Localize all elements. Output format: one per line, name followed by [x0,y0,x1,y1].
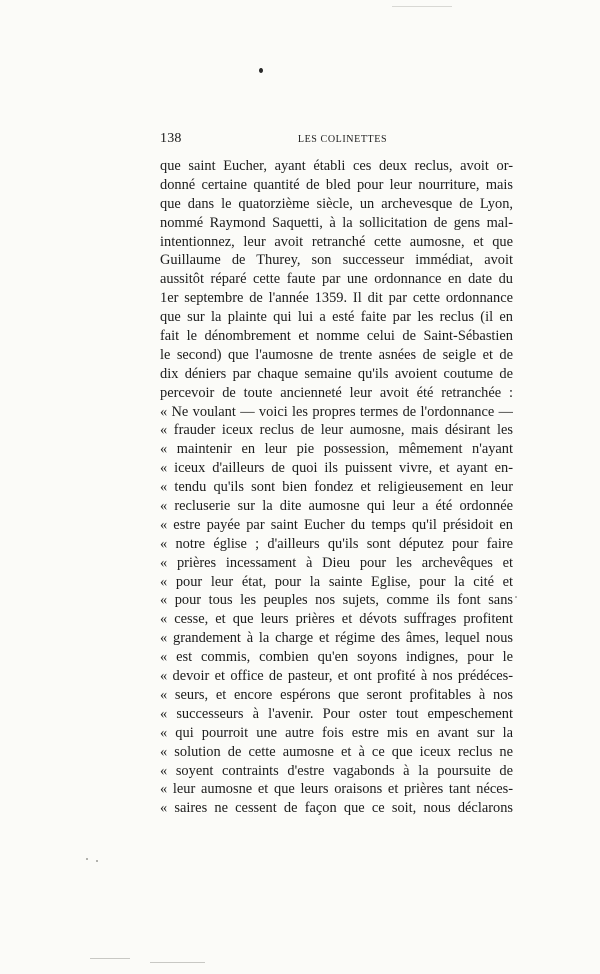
text-line: « leur aumosne et que leurs oraisons et prières tant néces- [160,781,513,798]
running-title: LES COLINETTES [297,134,388,145]
text-line: intentionnez, leur avoit retranché cette aumosne, et que [160,233,513,250]
text-line: dix déniers par chaque semaine qu'ils avoient coutume de [160,365,513,382]
text-line: « maintenir en leur pie possession, mêmement n'ayant [160,441,513,458]
text-line: que dans le quatorzième siècle, un archevesque de Lyon, [160,195,513,212]
text-line: nommé Raymond Saquetti, à la sollicitation de gens mal- [160,214,513,231]
ink-speck [515,596,517,598]
text-line: « prières incessament à Dieu pour les archevêques et [160,554,513,571]
text-line: « estre payée par saint Eucher du temps qu'il présidoit en [160,516,513,533]
scan-artifact [90,958,130,959]
text-line: « saires ne cessent de façon que ce soit, nous déclarons [160,800,513,817]
text-line: « pour tous les peuples nos sujets, comme ils font sans [160,592,513,609]
text-line: « tendu qu'ils sont bien fondez et religieusement en leur [160,479,513,496]
text-line: « est commis, combien qu'en soyons indignes, pour le [160,649,513,666]
text-line: que saint Eucher, ayant établi ces deux reclus, avoit or- [160,158,513,174]
text-line: « cesse, et que leurs prières et dévots suffrages profitent [160,611,513,628]
text-line: 1er septembre de l'année 1359. Il dit par cette ordonnance [160,290,513,307]
text-line: Guillaume de Thurey, son successeur immédiat, avoit [160,252,513,269]
text-line: « notre église ; d'ailleurs qu'ils sont députez pour faire [160,535,513,552]
text-line: « solution de cette aumosne et à ce que iceux reclus ne [160,743,513,760]
text-line: aussitôt réparé cette faute par une ordonnance en date du [160,271,513,288]
text-line: « iceux d'ailleurs de quoi ils puissent vivre, et ayant en- [160,460,513,477]
text-line: donné certaine quantité de bled pour leur nourriture, mais [160,176,513,193]
text-line: que sur la plainte qui lui a esté faite par les reclus (il en [160,309,513,326]
ink-speck [96,860,98,862]
text-line: « seurs, et encore espérons que seront profitables à nos [160,686,513,703]
ink-speck [259,68,263,73]
scan-artifact [392,6,452,7]
text-line: « soyent contraints d'estre vagabonds à la poursuite de [160,762,513,779]
body-text [160,157,513,818]
text-line: « devoir et office de pasteur, et ont profité à nos prédéces- [160,668,513,685]
text-line: « qui pourroit une autre fois estre mis en avant sur la [160,724,513,741]
text-line: « frauder iceux reclus de leur aumosne, mais désirant les [160,422,513,439]
text-line: « Ne voulant — voici les propres termes de l'ordonnance — [160,403,513,420]
text-line: « pour leur état, pour la sainte Eglise, pour la cité et [160,573,513,590]
text-line: le second) que l'aumosne de trente asnées de seigle et de [160,346,513,363]
ink-speck [86,858,88,860]
text-line: percevoir de toute ancienneté leur avoit été retranchée : [160,384,513,401]
scan-artifact [150,962,205,963]
text-line: fait le dénombrement et nomme celui de Saint-Sébastien [160,328,513,345]
text-line: « grandement à la charge et régime des âmes, lequel nous [160,630,513,647]
text-line: « successeurs à l'avenir. Pour oster tout empeschement [160,705,513,722]
text-line: « recluserie sur la dite aumosne qui leur a été ordonnée [160,498,513,515]
page-number: 138 [160,131,182,146]
page-header [160,131,513,149]
